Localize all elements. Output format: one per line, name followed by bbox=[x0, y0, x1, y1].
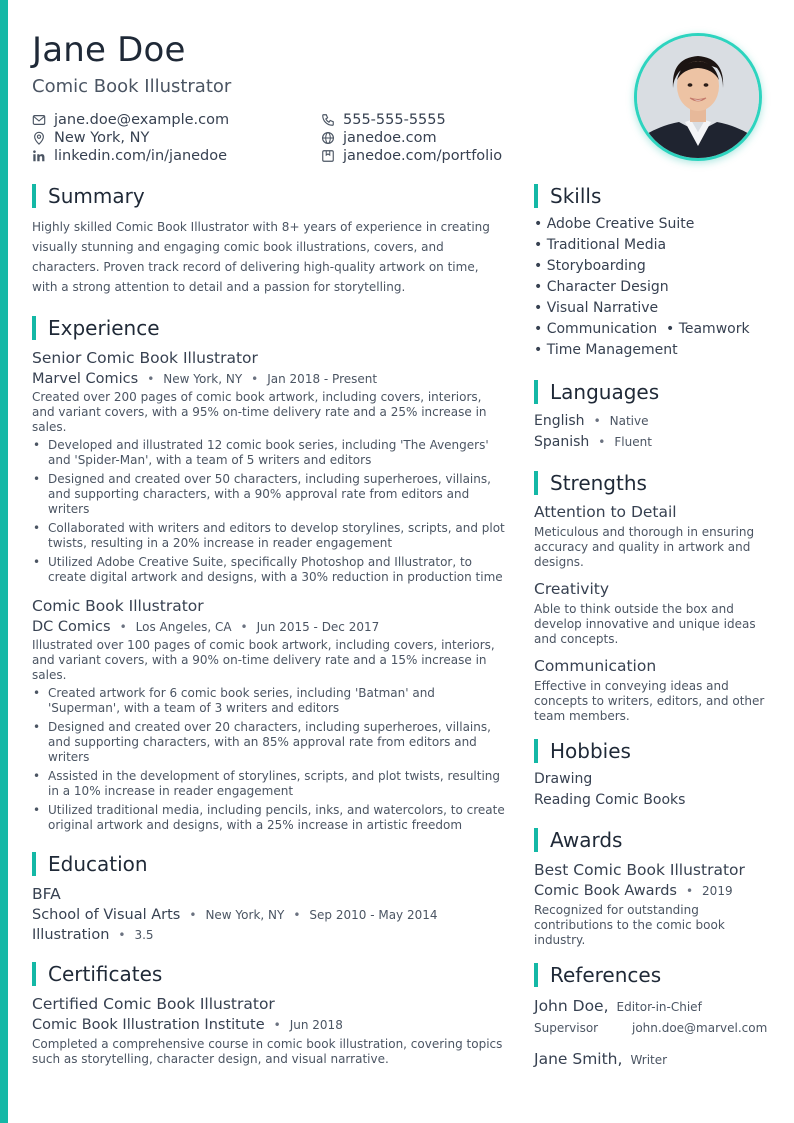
separator-dot: • bbox=[273, 1018, 281, 1032]
language-item bbox=[534, 431, 774, 452]
hobbies-section bbox=[534, 738, 774, 811]
languages-list bbox=[534, 410, 774, 452]
separator-dot: • bbox=[118, 928, 126, 942]
reference-relation: Supervisor bbox=[534, 1021, 599, 1035]
list-item: • Visual Narrative bbox=[534, 300, 659, 316]
education-field: Illustration bbox=[32, 927, 110, 943]
candidate-name: Jane Doe bbox=[32, 30, 186, 70]
summary-section bbox=[32, 183, 507, 297]
education-school: School of Visual Arts bbox=[32, 907, 181, 923]
education-heading: Education bbox=[32, 851, 507, 877]
separator-dot: • bbox=[147, 372, 155, 386]
summary-text: Highly skilled Comic Book Illustrator with 8+ years of experience in creating visually stunning and engaging comic book illustrations, covers, and characters. Proven track record of delivering high-quality artwork on time, with a strong attention to detail and a passion for storytelling. bbox=[32, 220, 490, 294]
award-issuer: Comic Book Awards bbox=[534, 883, 677, 899]
education-field-row bbox=[32, 927, 507, 943]
phone-icon bbox=[321, 113, 335, 127]
job-company: Marvel Comics bbox=[32, 371, 139, 387]
experience-section bbox=[32, 315, 507, 833]
strength-title: Communication bbox=[534, 657, 657, 675]
experience-heading: Experience bbox=[32, 315, 507, 341]
reference-name: John Doe, bbox=[534, 997, 609, 1015]
contact-info bbox=[32, 111, 612, 164]
list-item: • Storyboarding bbox=[534, 258, 646, 274]
education-meta bbox=[32, 907, 507, 923]
job-location: New York, NY bbox=[163, 372, 243, 386]
job-entry bbox=[32, 349, 507, 585]
strengths-section bbox=[534, 470, 774, 724]
reference-email[interactable]: john.doe@marvel.com bbox=[632, 1021, 768, 1035]
certificates-section bbox=[32, 961, 507, 1067]
separator-dot: • bbox=[685, 884, 694, 898]
strength-text: Effective in conveying ideas and concepts to writers, editors, and other team members. bbox=[534, 679, 765, 723]
resume-header bbox=[32, 30, 612, 164]
contact-linkedin-text: linkedin.com/in/janedoe bbox=[54, 147, 228, 164]
language-level: Native bbox=[609, 413, 649, 428]
award-year: 2019 bbox=[702, 884, 733, 898]
profile-photo bbox=[634, 33, 762, 161]
certificate-description: Completed a comprehensive course in comic book illustration, covering topics such as storytelling, character design, and visual narrative. bbox=[32, 1037, 503, 1066]
certificates-heading: Certificates bbox=[32, 961, 507, 987]
list-item: • Communication • Teamwork bbox=[534, 321, 750, 337]
list-item: • Character Design bbox=[534, 279, 669, 295]
location-icon bbox=[32, 131, 46, 145]
job-dates: Jan 2018 - Present bbox=[267, 372, 378, 386]
hobbies-list bbox=[534, 769, 774, 811]
strength-text: Meticulous and thorough in ensuring accuracy and quality in artwork and designs. bbox=[534, 525, 755, 569]
contact-website[interactable] bbox=[321, 129, 611, 146]
separator-dot: • bbox=[598, 434, 606, 449]
certificate-issuer: Comic Book Illustration Institute bbox=[32, 1017, 265, 1033]
job-bullets bbox=[32, 686, 507, 833]
job-company: DC Comics bbox=[32, 619, 111, 635]
job-meta bbox=[32, 371, 507, 387]
contact-portfolio[interactable] bbox=[321, 147, 611, 164]
skills-heading: Skills bbox=[534, 183, 774, 209]
language-item bbox=[534, 410, 774, 431]
list-item: Drawing bbox=[534, 771, 593, 787]
job-description: Created over 200 pages of comic book artwork, including covers, interiors, and variant covers, with a 95% on-time delivery rate and a 25% increase in sales. bbox=[32, 390, 487, 434]
summary-heading: Summary bbox=[32, 183, 507, 209]
job-location: Los Angeles, CA bbox=[135, 620, 232, 634]
job-bullets bbox=[32, 438, 507, 585]
hobbies-heading: Hobbies bbox=[534, 738, 774, 764]
list-item: • Utilized Adobe Creative Suite, specifically Photoshop and Illustrator, to create digital artwork and designs, with a 30% reduction in production time bbox=[32, 555, 507, 585]
language-level: Fluent bbox=[614, 434, 652, 449]
separator-dot: • bbox=[593, 413, 601, 428]
award-description: Recognized for outstanding contributions to the comic book industry. bbox=[534, 903, 725, 947]
contact-portfolio-text: janedoe.com/portfolio bbox=[343, 147, 503, 164]
contact-phone[interactable] bbox=[321, 111, 611, 128]
contact-email[interactable] bbox=[32, 111, 321, 128]
awards-section bbox=[534, 827, 774, 948]
strength-text: Able to think outside the box and develop innovative and unique ideas and concepts. bbox=[534, 602, 756, 646]
linkedin-icon bbox=[32, 149, 46, 163]
list-item: Reading Comic Books bbox=[534, 792, 686, 808]
language-name: Spanish bbox=[534, 433, 590, 450]
separator-dot: • bbox=[251, 372, 259, 386]
globe-icon bbox=[321, 131, 335, 145]
reference-item bbox=[534, 997, 774, 1035]
skills-section bbox=[534, 183, 774, 361]
list-item: • Designed and created over 50 characters, including superheroes, villains, and supporting characters, with a 90% approval rate from editors and writers bbox=[32, 472, 507, 517]
education-section bbox=[32, 851, 507, 943]
candidate-title: Comic Book Illustrator bbox=[32, 76, 232, 97]
list-item: • Designed and created over 20 characters, including superheroes, villains, and supporting characters, with an 85% approval rate from editors and writers bbox=[32, 720, 507, 765]
awards-heading: Awards bbox=[534, 827, 774, 853]
certificate-date: Jun 2018 bbox=[289, 1018, 343, 1032]
reference-item bbox=[534, 1050, 774, 1068]
main-column bbox=[32, 183, 507, 1067]
reference-name: Jane Smith, bbox=[534, 1050, 623, 1068]
reference-role: Writer bbox=[630, 1053, 668, 1067]
strength-item bbox=[534, 503, 774, 570]
list-item: • Developed and illustrated 12 comic book series, including 'The Avengers' and 'Spider-Man', with a team of 5 writers and editors bbox=[32, 438, 507, 468]
strength-item bbox=[534, 580, 774, 647]
job-dates: Jun 2015 - Dec 2017 bbox=[256, 620, 380, 634]
award-title: Best Comic Book Illustrator bbox=[534, 861, 745, 879]
contact-linkedin[interactable] bbox=[32, 147, 321, 164]
avatar bbox=[637, 36, 759, 158]
skills-list bbox=[534, 214, 774, 361]
education-location: New York, NY bbox=[205, 908, 285, 922]
job-title: Senior Comic Book Illustrator bbox=[32, 349, 258, 367]
list-item: • Created artwork for 6 comic book series, including 'Batman' and 'Superman', with a team of 3 writers and editors bbox=[32, 686, 507, 716]
references-heading: References bbox=[534, 962, 774, 988]
strength-title: Creativity bbox=[534, 580, 610, 598]
education-gpa: 3.5 bbox=[134, 928, 154, 942]
contact-location-text: New York, NY bbox=[54, 129, 150, 146]
strength-item bbox=[534, 657, 774, 724]
accent-bar bbox=[0, 0, 8, 1123]
separator-dot: • bbox=[119, 620, 127, 634]
contact-location bbox=[32, 129, 321, 146]
strengths-heading: Strengths bbox=[534, 470, 774, 496]
education-degree: BFA bbox=[32, 885, 61, 903]
separator-dot: • bbox=[293, 908, 301, 922]
languages-heading: Languages bbox=[534, 379, 774, 405]
contact-phone-text: 555-555-5555 bbox=[343, 111, 446, 128]
list-item: • Time Management bbox=[534, 342, 678, 358]
side-column bbox=[534, 183, 774, 1068]
list-item: • Collaborated with writers and editors to develop storylines, scripts, and plot twists, resulting in a 20% increase in reader engagement bbox=[32, 521, 507, 551]
reference-role: Editor-in-Chief bbox=[616, 1000, 702, 1014]
list-item: • Assisted in the development of storylines, scripts, and plot twists, resulting in a 10% increase in reader engagement bbox=[32, 769, 507, 799]
certificate-meta bbox=[32, 1017, 507, 1033]
strength-title: Attention to Detail bbox=[534, 503, 677, 521]
list-item: • Adobe Creative Suite bbox=[534, 216, 695, 232]
language-name: English bbox=[534, 412, 585, 429]
separator-dot: • bbox=[240, 620, 248, 634]
job-title: Comic Book Illustrator bbox=[32, 597, 204, 615]
contact-website-text: janedoe.com bbox=[343, 129, 437, 146]
job-description: Illustrated over 100 pages of comic book artwork, including covers, interiors, and variant covers, with a 90% on-time delivery rate and a 15% increase in sales. bbox=[32, 638, 495, 682]
separator-dot: • bbox=[189, 908, 197, 922]
job-entry bbox=[32, 597, 507, 833]
list-item: • Traditional Media bbox=[534, 237, 667, 253]
job-meta bbox=[32, 619, 507, 635]
portfolio-icon bbox=[321, 149, 335, 163]
languages-section bbox=[534, 379, 774, 452]
award-meta bbox=[534, 883, 774, 899]
certificate-name: Certified Comic Book Illustrator bbox=[32, 995, 275, 1013]
contact-email-text: jane.doe@example.com bbox=[54, 111, 230, 128]
list-item: • Utilized traditional media, including pencils, inks, and watercolors, to create original artwork and designs, with a 25% increase in artistic freedom bbox=[32, 803, 507, 833]
education-dates: Sep 2010 - May 2014 bbox=[309, 908, 438, 922]
email-icon bbox=[32, 113, 46, 127]
references-section bbox=[534, 962, 774, 1068]
